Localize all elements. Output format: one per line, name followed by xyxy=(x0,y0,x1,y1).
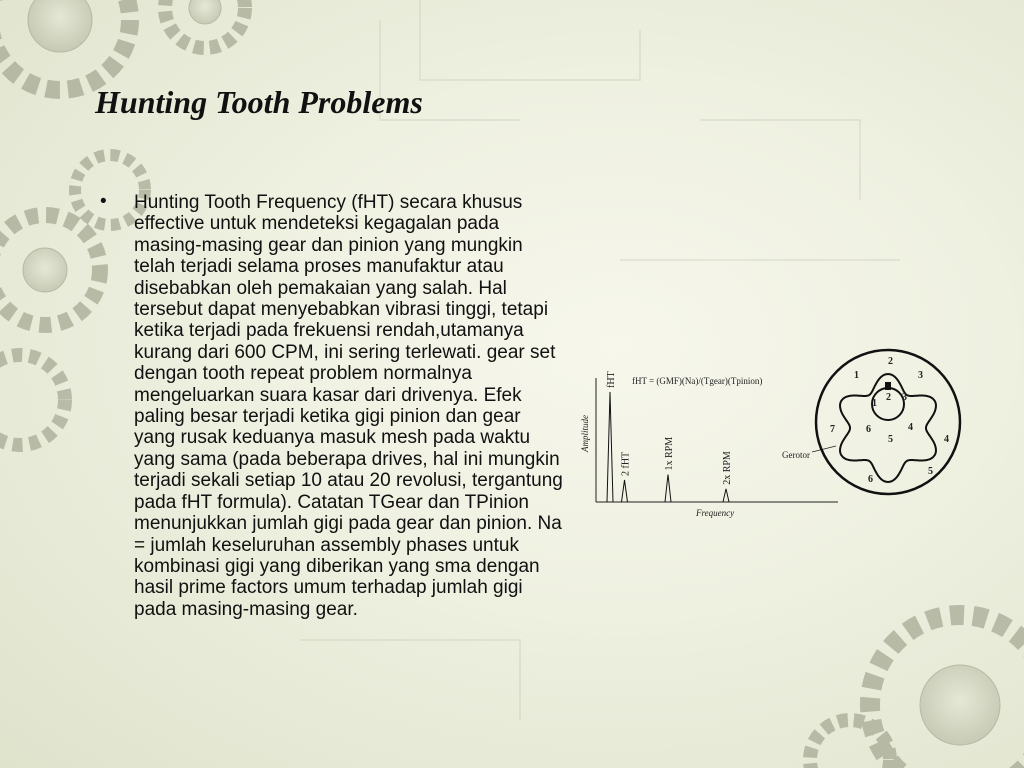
peak-label: 2 fHT xyxy=(620,451,632,476)
spectrum-peaks xyxy=(606,371,733,502)
gerotor-leader-line xyxy=(812,446,836,452)
gerotor-outer-number: 5 xyxy=(928,466,933,477)
gerotor-inner-number: 1 xyxy=(872,398,877,409)
gerotor-inner-number: 4 xyxy=(908,422,913,433)
peak-label: 2x RPM xyxy=(722,451,733,485)
formula-text: fHT = (GMF)(Na)/(Tgear)(Tpinion) xyxy=(632,376,763,386)
gerotor-outer-ring xyxy=(816,350,960,494)
gerotor-inner-number: 5 xyxy=(888,434,893,445)
peak-label: fHT xyxy=(606,371,617,388)
gerotor-drawing xyxy=(816,350,960,494)
spectrum-figure xyxy=(574,342,1020,526)
slide-title: Hunting Tooth Problems xyxy=(95,84,423,120)
gerotor-outer-number: 1 xyxy=(854,370,859,381)
gerotor-outer-number: 4 xyxy=(944,434,949,445)
gerotor-label: Gerotor xyxy=(782,450,810,460)
spectrum-peak xyxy=(607,392,613,502)
spectrum-peak xyxy=(723,489,729,502)
peak-label: 1x RPM xyxy=(664,436,675,471)
spectrum-diagram xyxy=(574,342,1020,526)
gerotor-outer-number: 3 xyxy=(918,370,923,381)
bullet-marker: • xyxy=(100,191,107,212)
gerotor-keyway xyxy=(885,382,891,390)
spectrum-peak xyxy=(622,480,628,502)
gerotor-outer-number: 6 xyxy=(868,474,873,485)
gerotor-outer-number: 2 xyxy=(888,356,893,367)
x-axis-label: Frequency xyxy=(696,508,735,518)
gerotor-inner-number: 6 xyxy=(866,424,871,435)
gerotor-outer-number: 7 xyxy=(830,424,835,435)
gerotor-rotor xyxy=(840,374,936,482)
slide-body-text: Hunting Tooth Frequency (fHT) secara khusus effective untuk mendeteksi kegagalan pada masing-masing gear dan pinion yang mungkin telah terjadi selama proses manufaktur atau disebabkan oleh pemakaian yang salah. Hal tersebut dapat menyebabkan vibrasi tinggi, tetapi ketika terjadi pada frekuensi rendah,utamanya kurang dari 600 CPM, ini sering terlewati. gear set dengan tooth repeat problem normalnya mengeluarkan suara kasar dari drivenya. Efek paling besar terjadi ketika gigi pinion dan gear yang rusak keduanya masuk mesh pada waktu yang sama (pada beberapa drives, hal ini mungkin terjadi sekali setiap 10 atau 20 revolusi, tergantung pada fHT formula). Catatan TGear dan TPinion menunjukkan jumlah gigi pada gear dan pinion. Na = jumlah keseluruhan assembly phases untuk kombinasi gigi yang diberikan yang sma dengan hasil prime factors umum terhadap jumlah gigi pada masing-masing gear. xyxy=(134,192,563,620)
gerotor-inner-number: 2 xyxy=(886,392,891,403)
gerotor-inner-number: 3 xyxy=(902,392,907,403)
y-axis-label: Amplitude xyxy=(580,415,590,452)
gear-icon xyxy=(0,355,65,445)
spectrum-peak xyxy=(665,475,671,503)
